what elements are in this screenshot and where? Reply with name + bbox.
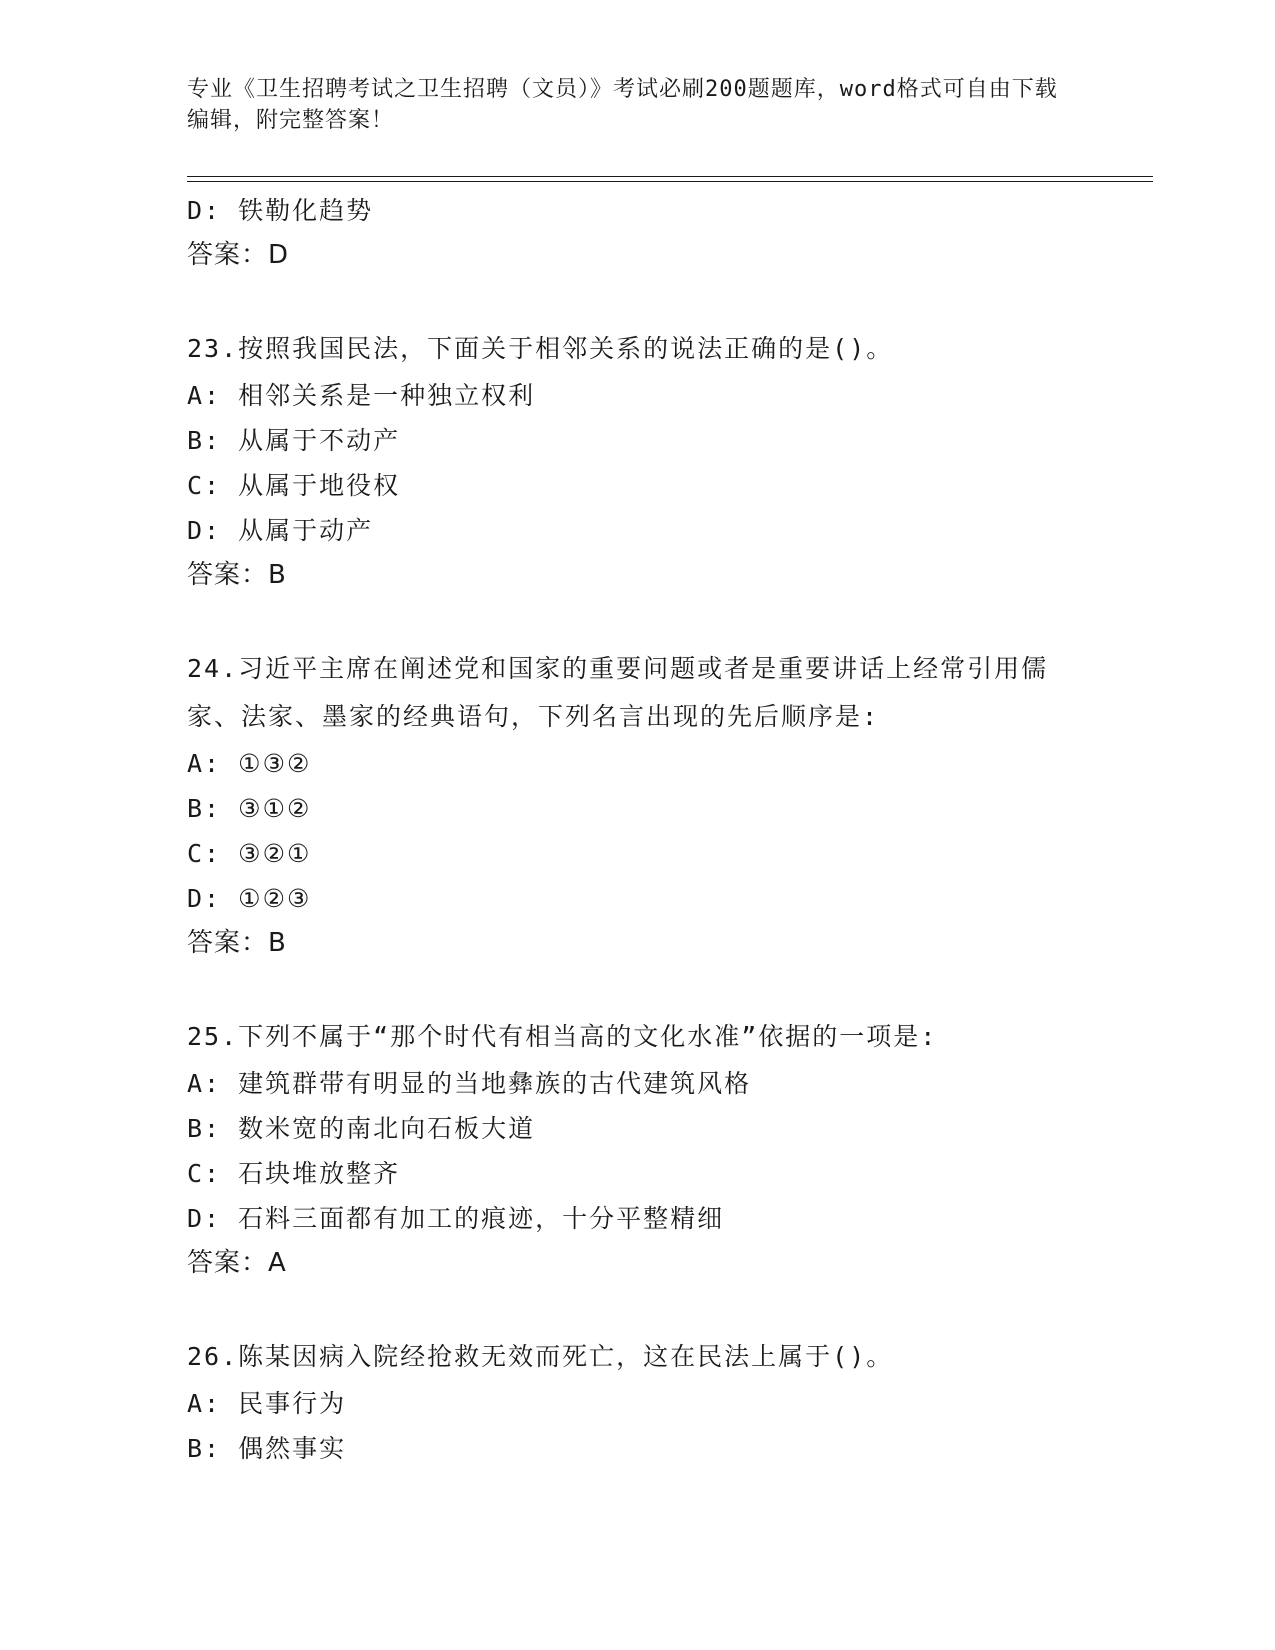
question-25 [187, 1013, 1087, 1286]
option-c: C: ③②① [187, 839, 312, 868]
option-b: B: 偶然事实 [187, 1434, 347, 1463]
question-stem: 26.陈某因病入院经抢救无效而死亡，这在民法上属于()。 [187, 1342, 894, 1371]
question-stem: 25.下列不属于“那个时代有相当高的文化水准”依据的一项是: [187, 1022, 938, 1051]
option-d: D: 石料三面都有加工的痕迹，十分平整精细 [187, 1204, 725, 1233]
option-b: B: 数米宽的南北向石板大道 [187, 1114, 536, 1143]
option-a: A: 相邻关系是一种独立权利 [187, 381, 536, 410]
answer: 答案：B [187, 928, 287, 958]
header-rule-top [187, 176, 1153, 177]
option-a: A: 民事行为 [187, 1389, 347, 1418]
document-body [187, 188, 1087, 1471]
option-a: A: ①③② [187, 749, 312, 778]
document-header: 专业《卫生招聘考试之卫生招聘（文员）》考试必刷200题题库，word格式可自由下载编辑，附完整答案！ [187, 77, 1058, 133]
option-c: C: 石块堆放整齐 [187, 1159, 401, 1188]
option-a: A: 建筑群带有明显的当地彝族的古代建筑风格 [187, 1069, 752, 1098]
option-d: D: 从属于动产 [187, 516, 374, 545]
answer: 答案：B [187, 560, 287, 590]
question-23 [187, 325, 1087, 598]
question-26 [187, 1333, 1087, 1471]
question-stem: 24.习近平主席在阐述党和国家的重要问题或者是重要讲话上经常引用儒家、法家、墨家的经典语句，下列名言出现的先后顺序是: [187, 654, 1049, 731]
question-24 [187, 645, 1087, 966]
option-b: B: 从属于不动产 [187, 426, 401, 455]
header-rule-bottom [187, 181, 1153, 182]
answer: 答案：D [187, 240, 290, 270]
option-d: D: ①②③ [187, 884, 312, 913]
question-stem: 23.按照我国民法，下面关于相邻关系的说法正确的是()。 [187, 334, 894, 363]
option-d: D: 铁勒化趋势 [187, 196, 374, 225]
option-b: B: ③①② [187, 794, 312, 823]
option-c: C: 从属于地役权 [187, 471, 401, 500]
answer: 答案：A [187, 1248, 287, 1278]
